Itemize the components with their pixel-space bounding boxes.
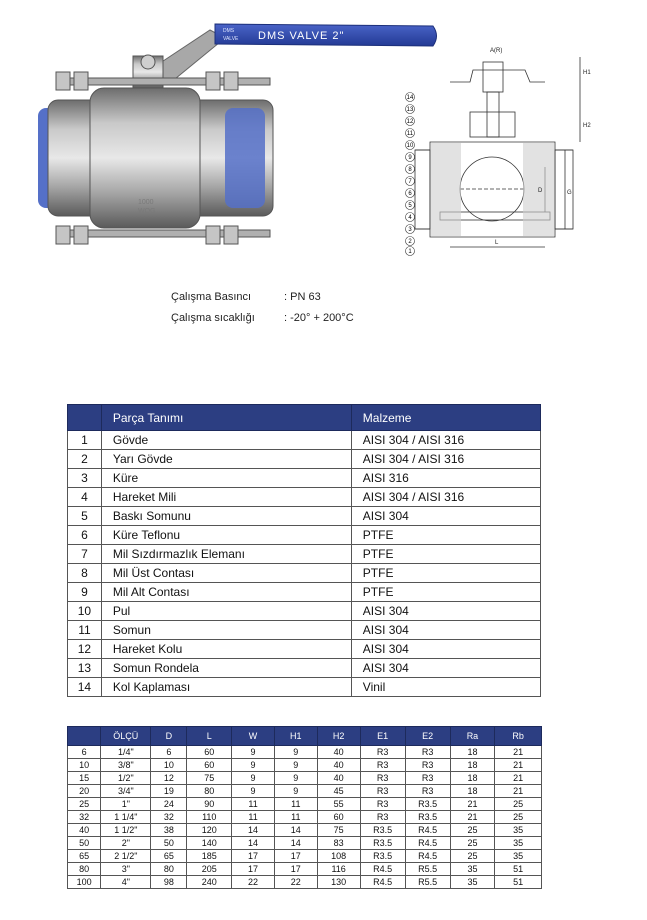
dimension-cell: 21 — [495, 785, 542, 798]
dimension-cell: 10 — [151, 759, 187, 772]
svg-text:5: 5 — [408, 203, 412, 209]
dimension-cell: 11 — [274, 798, 317, 811]
table-row — [68, 507, 541, 526]
dimension-cell: R5.5 — [405, 863, 450, 876]
dimension-header-cell: E2 — [405, 727, 450, 746]
dimension-cell: 25 — [450, 850, 495, 863]
dimension-cell: 9 — [232, 785, 275, 798]
dimension-cell: R3.5 — [405, 811, 450, 824]
dimension-cell: 83 — [317, 837, 360, 850]
dimension-cell: 90 — [187, 798, 232, 811]
dimension-cell: 10 — [68, 759, 101, 772]
part-number: 11 — [68, 621, 102, 640]
dimension-cell: 205 — [187, 863, 232, 876]
dimension-cell: 80 — [151, 863, 187, 876]
dimension-cell: 22 — [232, 876, 275, 889]
part-number: 3 — [68, 469, 102, 488]
part-number: 12 — [68, 640, 102, 659]
dimension-cell: 40 — [317, 759, 360, 772]
dimension-cell: 18 — [450, 772, 495, 785]
table-row — [68, 431, 541, 450]
dimension-cell: 60 — [317, 811, 360, 824]
dimension-cell: 185 — [187, 850, 232, 863]
table-row — [68, 850, 542, 863]
dimension-cell: R3 — [360, 785, 405, 798]
handle-text: DMS VALVE 2" — [258, 30, 345, 42]
dimension-cell: 15 — [68, 772, 101, 785]
dimension-cell: R4.5 — [405, 850, 450, 863]
technical-drawing — [395, 42, 595, 257]
part-name: Hareket Mili — [101, 488, 351, 507]
part-name: Hareket Kolu — [101, 640, 351, 659]
svg-text:9: 9 — [408, 155, 412, 161]
dimension-cell: R3.5 — [405, 798, 450, 811]
dimension-cell: 51 — [495, 876, 542, 889]
dimension-cell: 1/4" — [101, 746, 151, 759]
spec-temperature-label: Çalışma sıcaklığı — [171, 312, 255, 324]
dimension-cell: 9 — [274, 772, 317, 785]
dimension-cell: 4" — [101, 876, 151, 889]
dimension-cell: 25 — [450, 824, 495, 837]
callout-5 — [406, 201, 415, 210]
dimension-cell: R4.5 — [405, 824, 450, 837]
label-a: A(R) — [490, 48, 503, 54]
dimension-cell: 9 — [274, 746, 317, 759]
table-row — [68, 583, 541, 602]
svg-text:6: 6 — [408, 191, 412, 197]
dimension-cell: 3" — [101, 863, 151, 876]
dimension-cell: 1 1/4" — [101, 811, 151, 824]
dimension-cell: 1/2" — [101, 772, 151, 785]
dimension-cell: R3.5 — [360, 837, 405, 850]
svg-text:1: 1 — [408, 249, 412, 255]
part-number: 9 — [68, 583, 102, 602]
part-number: 13 — [68, 659, 102, 678]
dimension-cell: 14 — [274, 824, 317, 837]
part-material: PTFE — [351, 526, 540, 545]
part-name: Somun Rondela — [101, 659, 351, 678]
dimension-cell: 240 — [187, 876, 232, 889]
dimension-cell: 14 — [274, 837, 317, 850]
dimension-cell: 11 — [232, 811, 275, 824]
dimension-cell: 9 — [274, 759, 317, 772]
dimension-header-cell: Ra — [450, 727, 495, 746]
part-name: Mil Alt Contası — [101, 583, 351, 602]
table-row — [68, 488, 541, 507]
part-material: AISI 304 / AISI 316 — [351, 450, 540, 469]
dimension-cell: 21 — [450, 798, 495, 811]
table-row — [68, 602, 541, 621]
dimension-cell: R3 — [360, 798, 405, 811]
part-number: 8 — [68, 564, 102, 583]
dimension-cell: 55 — [317, 798, 360, 811]
dimension-cell: R3 — [360, 772, 405, 785]
dimension-header-cell: D — [151, 727, 187, 746]
svg-text:8: 8 — [408, 167, 412, 173]
dimension-cell: 40 — [68, 824, 101, 837]
dimension-cell: 32 — [68, 811, 101, 824]
dimension-cell: 25 — [450, 837, 495, 850]
svg-text:10: 10 — [406, 143, 414, 149]
dimension-cell: 65 — [151, 850, 187, 863]
table-row — [68, 863, 542, 876]
callout-10 — [406, 141, 415, 150]
table-row — [68, 772, 542, 785]
valve-body — [38, 72, 273, 244]
part-number: 5 — [68, 507, 102, 526]
dimension-cell: 40 — [317, 746, 360, 759]
dimension-cell: 21 — [495, 746, 542, 759]
dimension-cell: 17 — [232, 850, 275, 863]
handle-logo-line1: DMS — [223, 28, 235, 34]
part-name: Pul — [101, 602, 351, 621]
dimension-cell: 60 — [187, 759, 232, 772]
spec-pressure-label: Çalışma Basıncı — [171, 291, 252, 303]
part-number: 4 — [68, 488, 102, 507]
dimension-cell: 14 — [232, 824, 275, 837]
spec-temperature-value: : -20° + 200°C — [284, 312, 354, 324]
label-h2: H2 — [583, 123, 591, 129]
dimension-cell: 3/4" — [101, 785, 151, 798]
part-name: Somun — [101, 621, 351, 640]
svg-text:13: 13 — [406, 107, 414, 113]
part-material: AISI 304 / AISI 316 — [351, 431, 540, 450]
parts-header-row — [68, 405, 541, 431]
dimension-cell: 35 — [495, 850, 542, 863]
callout-7 — [406, 177, 415, 186]
dimension-cell: 9 — [232, 746, 275, 759]
dimension-cell: 35 — [495, 824, 542, 837]
dimension-cell: 6 — [68, 746, 101, 759]
dimension-header-row — [68, 727, 542, 746]
dimension-cell: 21 — [495, 759, 542, 772]
part-material: PTFE — [351, 545, 540, 564]
part-material: AISI 316 — [351, 469, 540, 488]
dimension-cell: 2" — [101, 837, 151, 850]
dimension-cell: 17 — [274, 863, 317, 876]
callout-4 — [406, 213, 415, 222]
dimension-cell: R3 — [360, 759, 405, 772]
dimension-cell: 11 — [274, 811, 317, 824]
part-name: Küre — [101, 469, 351, 488]
dimension-cell: 25 — [68, 798, 101, 811]
table-row — [68, 811, 542, 824]
part-material: AISI 304 — [351, 507, 540, 526]
dimension-cell: 2 1/2" — [101, 850, 151, 863]
dimension-cell: 108 — [317, 850, 360, 863]
dimension-cell: R4.5 — [405, 837, 450, 850]
parts-table — [67, 404, 541, 697]
dimension-cell: 21 — [450, 811, 495, 824]
svg-text:7: 7 — [408, 179, 412, 185]
dimension-cell: 51 — [495, 863, 542, 876]
parts-header-no — [68, 405, 102, 431]
dimension-header-cell — [68, 727, 101, 746]
dimension-cell: 50 — [68, 837, 101, 850]
body-mark-1: 1000 — [138, 199, 154, 206]
dimension-cell: 32 — [151, 811, 187, 824]
table-row — [68, 837, 542, 850]
dimension-cell: 6 — [151, 746, 187, 759]
dimension-cell: R3 — [405, 772, 450, 785]
dimension-cell: 25 — [495, 811, 542, 824]
part-name: Baskı Somunu — [101, 507, 351, 526]
callout-6 — [406, 189, 415, 198]
dimension-cell: 110 — [187, 811, 232, 824]
svg-text:12: 12 — [406, 119, 414, 125]
dimension-cell: 11 — [232, 798, 275, 811]
dimension-cell: 60 — [187, 746, 232, 759]
valve-photo — [30, 18, 450, 263]
dimension-cell: 24 — [151, 798, 187, 811]
callout-8 — [406, 165, 415, 174]
svg-text:4: 4 — [408, 215, 412, 221]
dimension-header-cell: H1 — [274, 727, 317, 746]
handle — [145, 24, 437, 83]
callout-9 — [406, 153, 415, 162]
dimension-cell: R5.5 — [405, 876, 450, 889]
dimension-header-cell: ÖLÇÜ — [101, 727, 151, 746]
svg-text:14: 14 — [406, 95, 414, 101]
dimension-cell: R4.5 — [360, 863, 405, 876]
parts-header-name: Parça Tanımı — [101, 405, 351, 431]
table-row — [68, 526, 541, 545]
dimension-cell: 120 — [187, 824, 232, 837]
table-row — [68, 640, 541, 659]
dimension-cell: R3 — [405, 759, 450, 772]
callout-14 — [406, 93, 415, 102]
part-name: Mil Sızdırmazlık Elemanı — [101, 545, 351, 564]
part-name: Kol Kaplaması — [101, 678, 351, 697]
part-material: Vinil — [351, 678, 540, 697]
part-number: 6 — [68, 526, 102, 545]
callout-3 — [406, 225, 415, 234]
part-material: AISI 304 — [351, 602, 540, 621]
dimension-cell: R3 — [360, 746, 405, 759]
part-material: AISI 304 — [351, 659, 540, 678]
callouts — [406, 93, 415, 256]
dimension-header-cell: Rb — [495, 727, 542, 746]
dimension-header-cell: L — [187, 727, 232, 746]
dimension-cell: R3.5 — [360, 824, 405, 837]
part-name: Yarı Gövde — [101, 450, 351, 469]
parts-table-body — [68, 431, 541, 697]
table-row — [68, 678, 541, 697]
part-number: 1 — [68, 431, 102, 450]
dimension-cell: 22 — [274, 876, 317, 889]
part-number: 7 — [68, 545, 102, 564]
label-g: G — [567, 190, 572, 196]
part-material: PTFE — [351, 564, 540, 583]
parts-header-material: Malzeme — [351, 405, 540, 431]
part-material: PTFE — [351, 583, 540, 602]
callout-2 — [406, 237, 415, 246]
part-name: Mil Üst Contası — [101, 564, 351, 583]
dimension-cell: R3 — [360, 811, 405, 824]
table-row — [68, 450, 541, 469]
callout-13 — [406, 105, 415, 114]
dimension-cell: 21 — [495, 772, 542, 785]
dimension-cell: 12 — [151, 772, 187, 785]
dimension-cell: 116 — [317, 863, 360, 876]
dimension-cell: 35 — [450, 876, 495, 889]
dimension-cell: 35 — [450, 863, 495, 876]
label-h1: H1 — [583, 70, 591, 76]
table-row — [68, 824, 542, 837]
dimension-table — [67, 726, 542, 889]
table-row — [68, 469, 541, 488]
dimension-cell: R4.5 — [360, 876, 405, 889]
dimension-cell: 75 — [317, 824, 360, 837]
table-row — [68, 545, 541, 564]
callout-12 — [406, 117, 415, 126]
dimension-cell: 18 — [450, 759, 495, 772]
dimension-cell: 80 — [187, 785, 232, 798]
dimension-cell: 3/8" — [101, 759, 151, 772]
dimension-cell: 9 — [232, 772, 275, 785]
dimension-cell: 100 — [68, 876, 101, 889]
callout-11 — [406, 129, 415, 138]
spec-pressure-value: : PN 63 — [284, 291, 321, 303]
dimension-cell: 75 — [187, 772, 232, 785]
dimension-cell: 80 — [68, 863, 101, 876]
dimension-cell: 35 — [495, 837, 542, 850]
table-row — [68, 564, 541, 583]
part-material: AISI 304 / AISI 316 — [351, 488, 540, 507]
dimension-cell: 18 — [450, 746, 495, 759]
dimension-cell: 38 — [151, 824, 187, 837]
dimension-header-cell: H2 — [317, 727, 360, 746]
table-row — [68, 785, 542, 798]
dimension-cell: 9 — [232, 759, 275, 772]
dimension-cell: 50 — [151, 837, 187, 850]
dimension-cell: 140 — [187, 837, 232, 850]
dimension-cell: 40 — [317, 772, 360, 785]
table-row — [68, 876, 542, 889]
part-number: 14 — [68, 678, 102, 697]
dimension-cell: R3 — [405, 746, 450, 759]
dimension-cell: R3 — [405, 785, 450, 798]
dimension-cell: 17 — [274, 850, 317, 863]
label-d: D — [538, 188, 543, 194]
part-material: AISI 304 — [351, 640, 540, 659]
dimension-table-body — [68, 746, 542, 889]
table-row — [68, 659, 541, 678]
dimension-cell: 9 — [274, 785, 317, 798]
part-name: Küre Teflonu — [101, 526, 351, 545]
table-row — [68, 798, 542, 811]
part-material: AISI 304 — [351, 621, 540, 640]
svg-text:11: 11 — [406, 131, 414, 137]
table-row — [68, 759, 542, 772]
svg-text:2: 2 — [408, 239, 412, 245]
dimension-cell: 65 — [68, 850, 101, 863]
part-number: 2 — [68, 450, 102, 469]
dimension-cell: 17 — [232, 863, 275, 876]
table-row — [68, 621, 541, 640]
dimension-cell: R3.5 — [360, 850, 405, 863]
dimension-cell: 98 — [151, 876, 187, 889]
dimension-cell: 130 — [317, 876, 360, 889]
label-l: L — [495, 240, 499, 246]
svg-text:3: 3 — [408, 227, 412, 233]
dimension-header-cell: W — [232, 727, 275, 746]
handle-logo-line2: VALVE — [223, 36, 239, 42]
dimension-cell: 25 — [495, 798, 542, 811]
part-name: Gövde — [101, 431, 351, 450]
part-number: 10 — [68, 602, 102, 621]
dimension-header-cell: E1 — [360, 727, 405, 746]
dimension-cell: 45 — [317, 785, 360, 798]
dimension-cell: 19 — [151, 785, 187, 798]
table-row — [68, 746, 542, 759]
callout-1 — [406, 247, 415, 256]
dimension-cell: 18 — [450, 785, 495, 798]
body-mark-2: WOG — [138, 208, 156, 215]
dimension-cell: 1 1/2" — [101, 824, 151, 837]
dimension-cell: 14 — [232, 837, 275, 850]
dimension-cell: 1" — [101, 798, 151, 811]
dimension-cell: 20 — [68, 785, 101, 798]
